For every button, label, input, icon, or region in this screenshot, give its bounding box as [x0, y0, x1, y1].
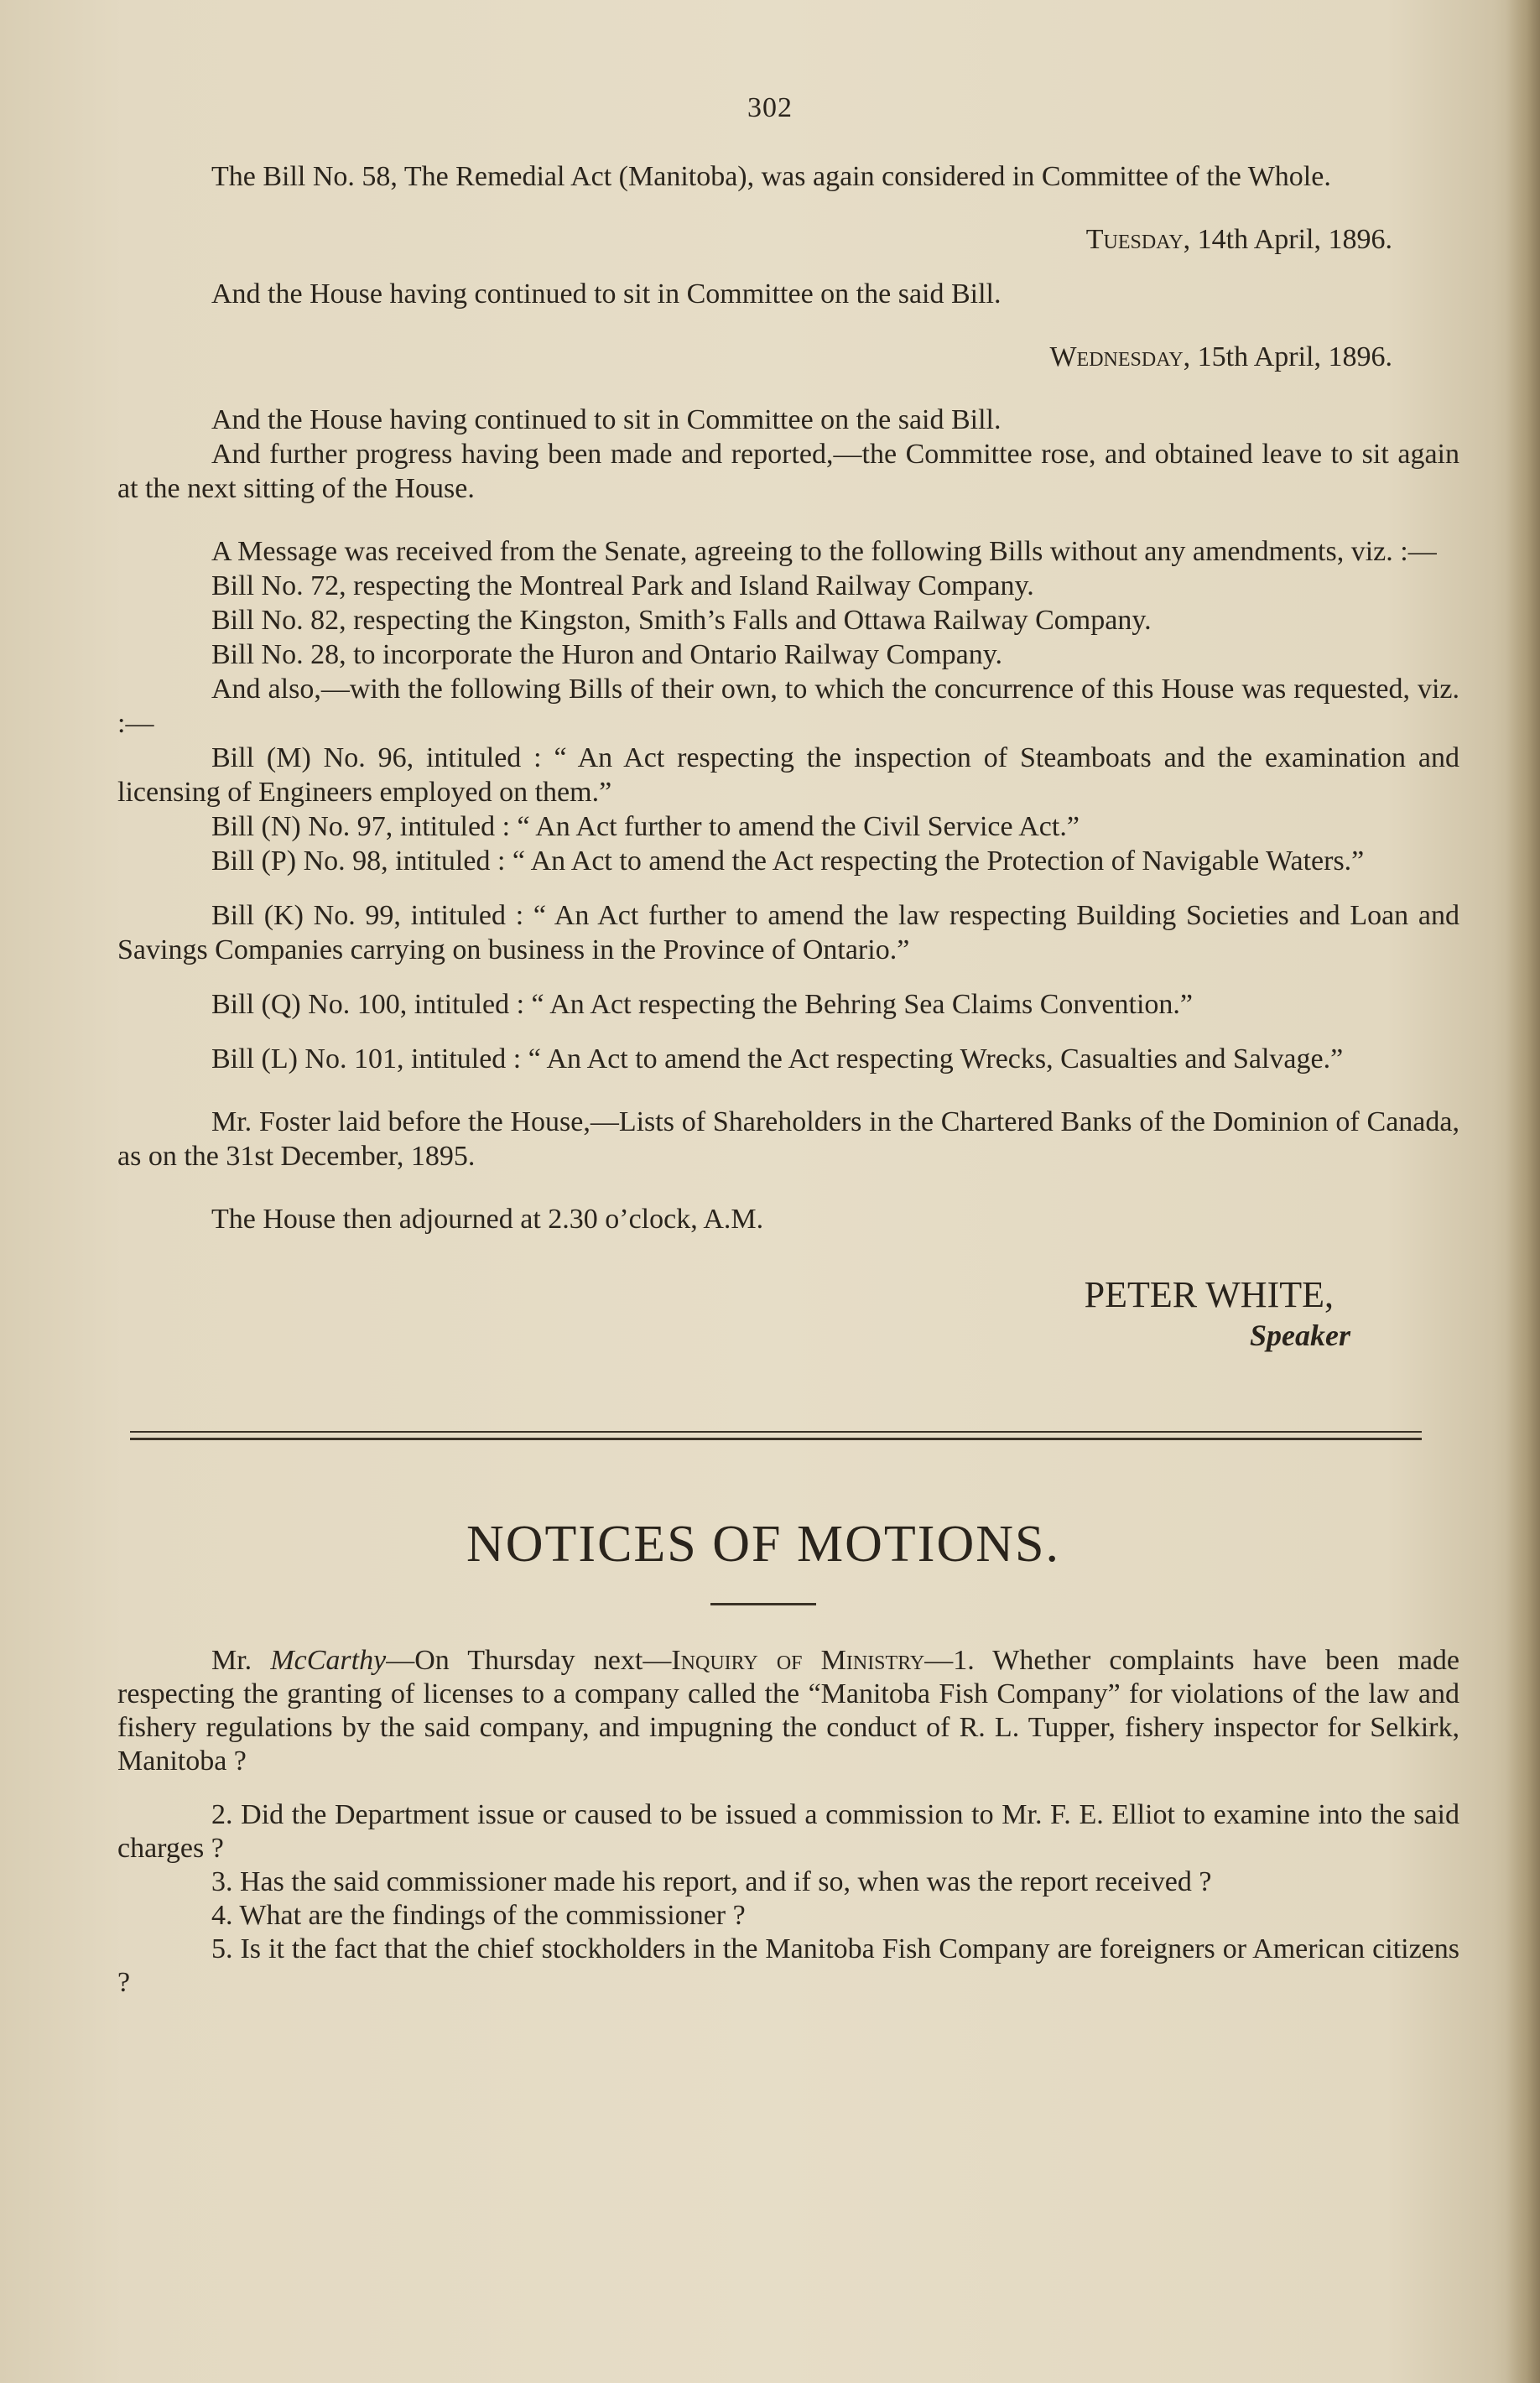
divider-thin-line — [130, 1431, 1422, 1433]
notice-question-1 — [117, 1644, 1459, 1778]
date-line-wednesday — [117, 340, 1459, 374]
paragraph-bill-m-96: Bill (M) No. 96, intituled : “ An Act respecting the inspection of Steamboats and the examination and licensing of Engineers employed on them.” — [117, 742, 1459, 808]
date-day: Tuesday — [1085, 224, 1184, 255]
date-line-tuesday — [117, 222, 1459, 257]
paragraph-and-also: And also,—with the following Bills of their own, to which the concurrence of this House was requested, viz. :— — [117, 674, 1459, 739]
paragraph-senate-message: A Message was received from the Senate, agreeing to the following Bills without any amendments, viz. :— — [211, 536, 1437, 567]
speaker-name: PETER WHITE, — [1084, 1274, 1334, 1315]
notice-member-name: McCarthy — [270, 1645, 387, 1676]
notices-of-motions — [117, 1644, 1459, 2000]
notice-inquiry: Inquiry of Ministry — [671, 1645, 925, 1676]
paragraph-committee-2: And the House having continued to sit in Committee on the said Bill. — [211, 404, 1002, 435]
date-day: Wednesday — [1049, 341, 1184, 372]
paragraph-progress: And further progress having been made and reported,—the Committee rose, and obtained leave to sit again at the next sitting of the House. — [117, 439, 1459, 504]
page-body — [117, 159, 1459, 2000]
divider-thick-line — [130, 1438, 1422, 1440]
date-rest: , 15th April, 1896. — [1183, 341, 1392, 372]
page-number: 302 — [747, 92, 793, 123]
paragraph-bill-n-97: Bill (N) No. 97, intituled : “ An Act further to amend the Civil Service Act.” — [211, 811, 1080, 842]
section-divider — [130, 1431, 1422, 1440]
paragraph-adjourned: The House then adjourned at 2.30 o’clock, A.M. — [211, 1204, 764, 1235]
paragraph-bill-28: Bill No. 28, to incorporate the Huron and Ontario Railway Company. — [211, 639, 1003, 670]
notice-member-prefix: Mr. — [211, 1645, 271, 1676]
paragraph-committee-1: And the House having continued to sit in Committee on the said Bill. — [211, 278, 1002, 310]
paragraph-bill-82: Bill No. 82, respecting the Kingston, Smith’s Falls and Ottawa Railway Company. — [211, 605, 1152, 636]
paragraph-bill-72: Bill No. 72, respecting the Montreal Park and Island Railway Company. — [211, 570, 1034, 601]
notice-question-2: 2. Did the Department issue or caused to be issued a commission to Mr. F. E. Elliot to examine into the said charges ? — [117, 1799, 1459, 1864]
notice-question-3: 3. Has the said commissioner made his report, and if so, when was the report received ? — [211, 1866, 1212, 1897]
speaker-title: Speaker — [1250, 1319, 1350, 1352]
notice-lead: —On Thursday next— — [386, 1645, 672, 1676]
paragraph-bill-l-101: Bill (L) No. 101, intituled : “ An Act to amend the Act respecting Wrecks, Casualties and Salvage.” — [211, 1043, 1344, 1074]
page-edge-shadow — [1506, 0, 1540, 2383]
notice-question-4: 4. What are the findings of the commissioner ? — [211, 1900, 746, 1931]
notice-question-5: 5. Is it the fact that the chief stockholders in the Manitoba Fish Company are foreigners or American citizens ? — [117, 1933, 1459, 1998]
paragraph-bill-p-98: Bill (P) No. 98, intituled : “ An Act to amend the Act respecting the Protection of Navigable Waters.” — [211, 845, 1365, 877]
paragraph-bill-k-99: Bill (K) No. 99, intituled : “ An Act further to amend the law respecting Building Societies and Loan and Savings Companies carrying on business in the Province of Ontario.” — [117, 900, 1459, 965]
notice-q1-text: —1. Whether complaints have been made respecting the granting of licenses to a company called the “Manitoba Fish Company” for violations of the law and fishery regulations by the said company, and impugning the conduct of R. L. Tupper, fishery inspector for Selkirk, Manitoba ? — [117, 1645, 1460, 1777]
paragraph-bill-q-100: Bill (Q) No. 100, intituled : “ An Act respecting the Behring Sea Claims Convention.” — [211, 989, 1193, 1020]
section-heading: NOTICES OF MOTIONS. — [466, 1516, 1060, 1573]
heading-underline — [710, 1603, 816, 1605]
paragraph-bill-58: The Bill No. 58, The Remedial Act (Manitoba), was again considered in Committee of the Whole. — [211, 161, 1331, 192]
date-rest: , 14th April, 1896. — [1183, 224, 1392, 255]
paragraph-foster: Mr. Foster laid before the House,—Lists of Shareholders in the Chartered Banks of the Dominion of Canada, as on the 31st December, 1895. — [117, 1106, 1459, 1172]
